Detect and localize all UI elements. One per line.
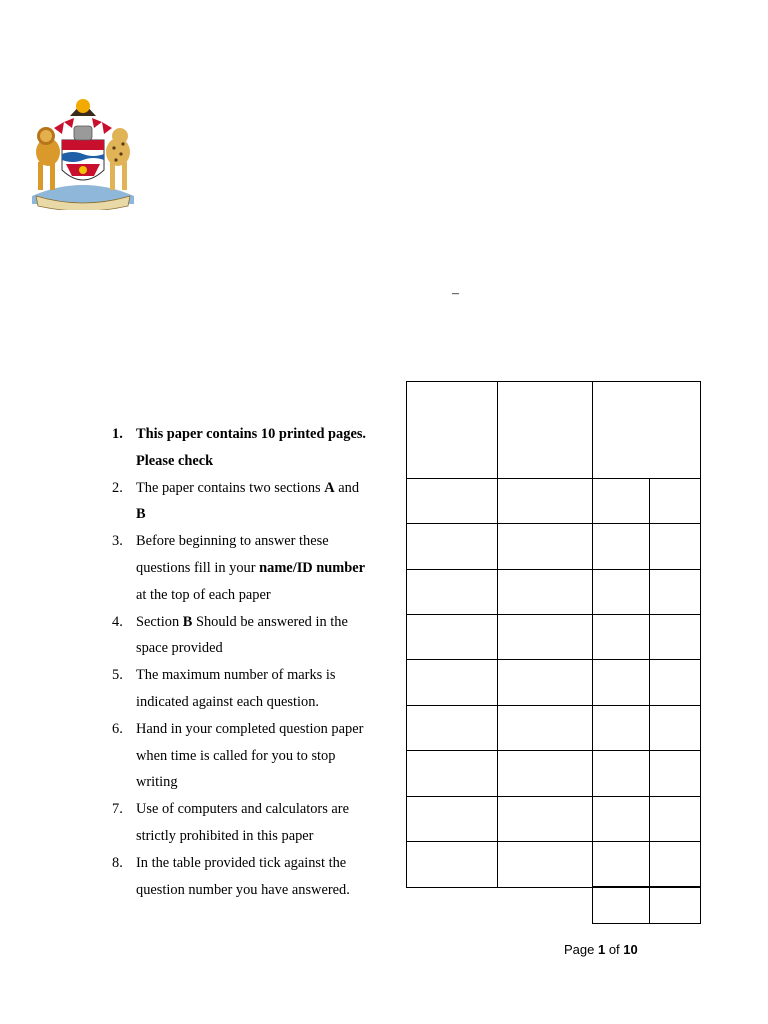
table-cell [649, 614, 701, 660]
table-cell [497, 381, 593, 479]
footer-total-pages: 10 [623, 942, 638, 957]
instruction-text: Hand in your completed question paper when time is called for you to stop writing [136, 720, 364, 791]
table-cell [497, 841, 593, 888]
instruction-text: B [182, 613, 193, 630]
table-cell [592, 886, 650, 924]
instruction-text: This paper contains 10 printed pages. Please check [136, 426, 367, 469]
footer-current-page: 1 [597, 942, 606, 957]
table-cell [592, 659, 650, 706]
table-cell [592, 381, 701, 479]
instruction-number: 7. [112, 801, 123, 818]
table-cell [592, 569, 650, 615]
table-cell [649, 659, 701, 706]
footer-prefix: Page [564, 942, 598, 957]
footer-middle: of [605, 942, 624, 957]
table-cell [592, 523, 650, 570]
table-cell [406, 750, 498, 797]
table-cell [406, 796, 498, 842]
instruction-text: and [334, 479, 360, 496]
table-cell [406, 478, 498, 524]
instruction-text: name/ID number [259, 559, 366, 576]
instruction-item [112, 796, 372, 850]
instruction-text: at the top of each paper [136, 586, 271, 603]
table-cell [497, 614, 593, 660]
table-cell [592, 478, 650, 524]
instruction-text: B [136, 506, 146, 523]
instruction-text: Before beginning to answer these questions fill in your [136, 533, 329, 576]
question-tick-table [406, 381, 701, 924]
instruction-item [112, 528, 372, 608]
instruction-text: Should be answered in the space provided [136, 613, 348, 657]
table-cell [497, 796, 593, 842]
instructions-list [112, 421, 372, 903]
table-cell [649, 750, 701, 797]
instruction-text: The maximum number of marks is indicated against each question. [136, 667, 336, 710]
instruction-item [112, 716, 372, 796]
instruction-item [112, 850, 372, 904]
instruction-item [112, 609, 372, 663]
instruction-number: 8. [112, 854, 123, 871]
table-cell [406, 614, 498, 660]
instruction-number: 6. [112, 720, 123, 737]
table-cell [406, 381, 498, 479]
instruction-number: 4. [112, 613, 123, 630]
table-cell [649, 569, 701, 615]
table-cell [592, 796, 650, 842]
table-cell [649, 796, 701, 842]
instruction-text: Section [136, 613, 183, 630]
table-cell [406, 523, 498, 570]
instruction-text: A [324, 479, 335, 496]
table-cell [649, 478, 701, 524]
table-cell [497, 569, 593, 615]
table-cell [649, 523, 701, 570]
table-cell [497, 705, 593, 751]
table-cell [649, 886, 701, 924]
instruction-number: 1. [112, 426, 123, 442]
table-cell [406, 659, 498, 706]
table-cell [406, 705, 498, 751]
table-cell [497, 478, 593, 524]
table-cell [592, 705, 650, 751]
instruction-text: The paper contains two sections [136, 479, 325, 496]
table-cell [497, 659, 593, 706]
instruction-number: 5. [112, 667, 123, 684]
table-cell [649, 841, 701, 888]
instruction-text: In the table provided tick against the question number you have answered. [136, 854, 350, 898]
instruction-number: 3. [112, 533, 123, 550]
table-cell [497, 750, 593, 797]
page-number-footer [564, 942, 638, 957]
coat-of-arms-emblem [24, 92, 142, 210]
instruction-item [112, 421, 372, 475]
instruction-item [112, 662, 372, 716]
instruction-number: 2. [112, 479, 123, 496]
table-cell [592, 841, 650, 888]
table-cell [406, 569, 498, 615]
table-cell [406, 841, 498, 888]
instruction-text: Use of computers and calculators are strictly prohibited in this paper [136, 801, 349, 844]
table-cell [592, 614, 650, 660]
instruction-item [112, 475, 372, 529]
dash-mark: – [452, 286, 459, 301]
malawi-coat-of-arms-icon [24, 92, 142, 210]
table-cell [592, 750, 650, 797]
table-cell [649, 705, 701, 751]
table-cell [497, 523, 593, 570]
